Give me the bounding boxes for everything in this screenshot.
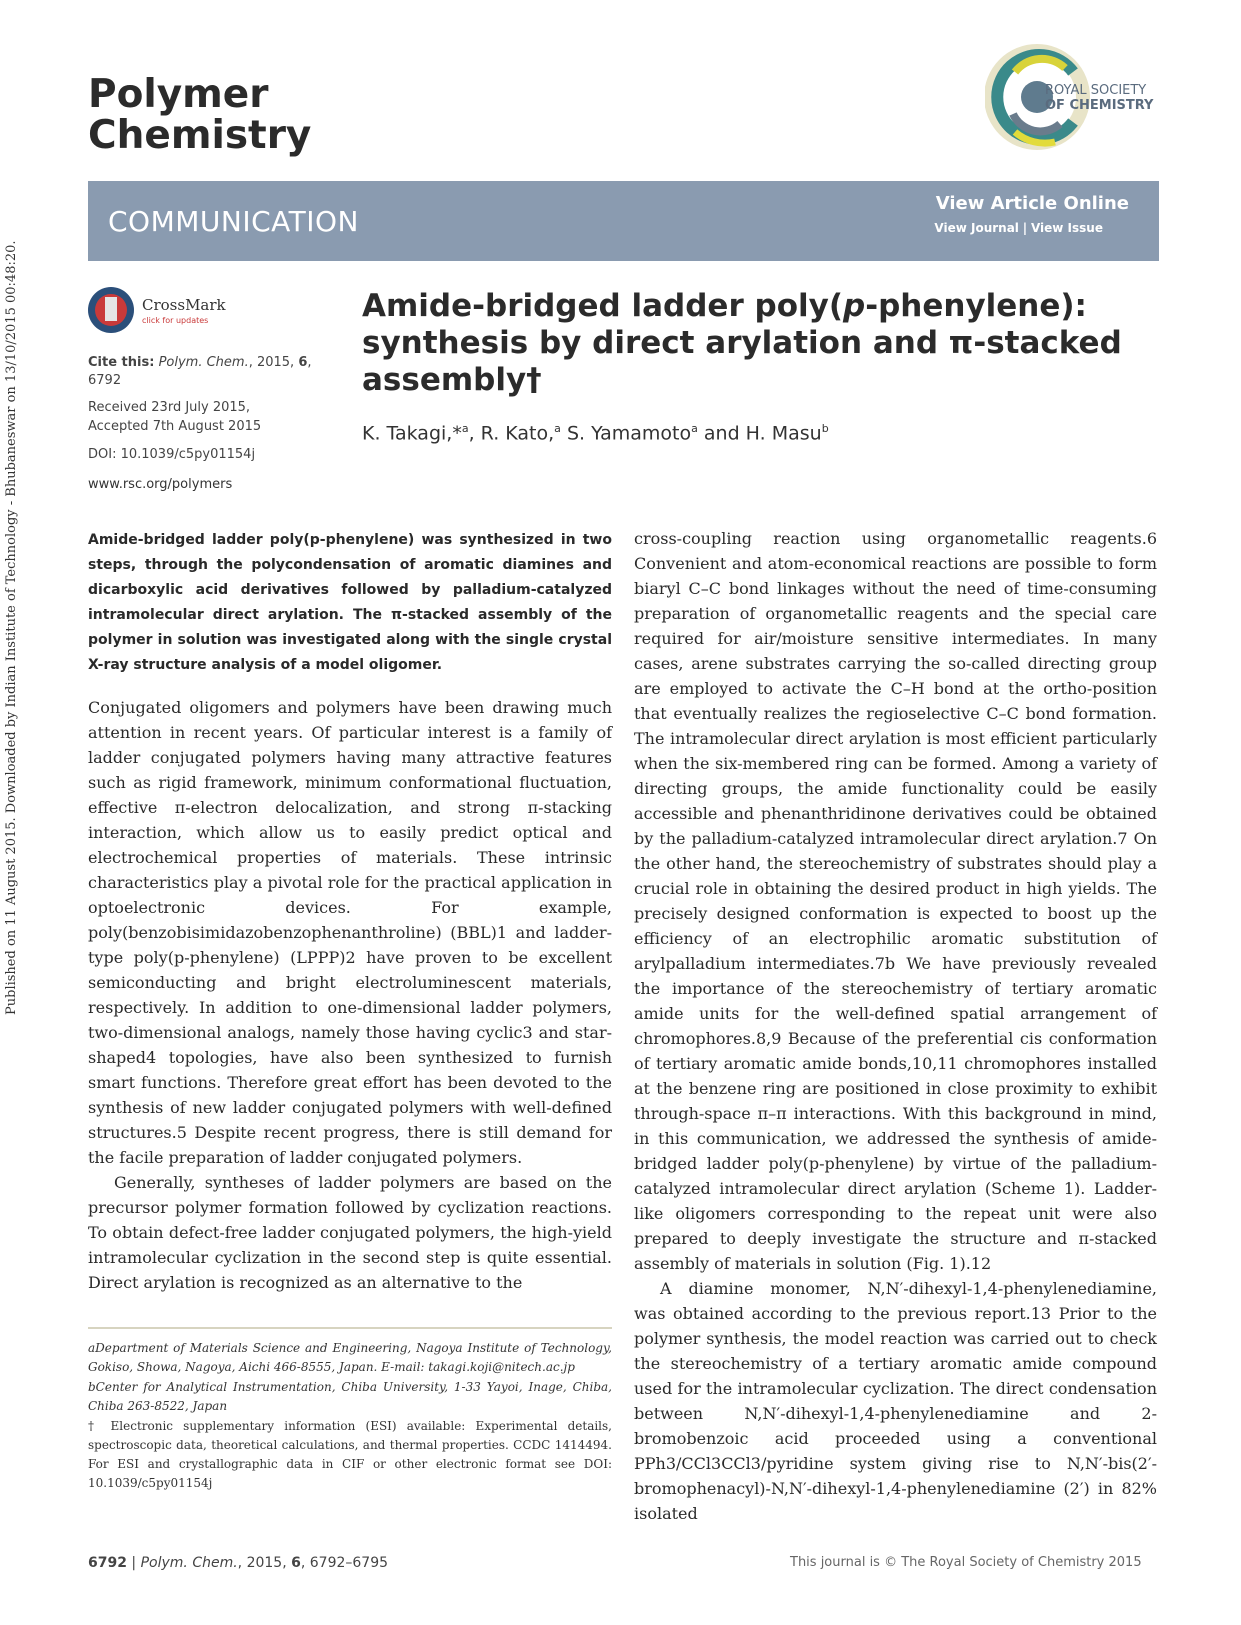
cite-volume: 6 bbox=[298, 355, 308, 370]
article-title-part2: -phenylene): synthesis by direct arylation and π-stacked assembly† bbox=[362, 288, 1122, 398]
banner-links bbox=[934, 221, 1103, 235]
body-paragraph: Conjugated oligomers and polymers have been drawing much attention in recent years. Of particular interest is a family of ladder conjugated polymers having many attractive features such as rigid framework, minimum conformational fluctuation, effective π-electron delocalization, and strong π-stacking interaction, which allow us to easily predict optical and electrochemical properties of materials. These intrinsic characteristics play a pivotal role for the practical application in optoelectronic devices. For example, poly(benzobisimidazobenzophenanthroline) (BBL)1 and ladder-type poly(p-phenylene) (LPPP)2 have proven to be excellent semiconducting and bright electroluminescent materials, respectively. In addition to one-dimensional ladder polymers, two-dimensional analogs, namely those having cyclic3 and star-shaped4 topologies, have also been synthesized to furnish smart functions. Therefore great effort has been devoted to the synthesis of new ladder conjugated polymers with well-defined structures.5 Despite recent progress, there is still demand for the facile preparation of ladder conjugated polymers. bbox=[88, 698, 612, 1167]
footnote-esi: † Electronic supplementary information (ESI) available: Experimental details, spectroscopic data, theoretical calculations, and thermal properties. CCDC 1414494. For ESI and crystallographic data in CIF or other electronic format see DOI: 10.1039/c5py01154j bbox=[88, 1419, 612, 1490]
body-right-column bbox=[634, 526, 1157, 1526]
article-title bbox=[362, 288, 1122, 399]
rsc-wordmark bbox=[1045, 83, 1153, 113]
view-article-online-link[interactable]: View Article Online bbox=[935, 193, 1129, 214]
rsc-wordmark-line1: ROYAL SOCIETY bbox=[1045, 83, 1147, 98]
author-affiliation: b bbox=[821, 422, 829, 435]
cite-year: , 2015, bbox=[248, 355, 299, 370]
download-notice: Published on 11 August 2015. Downloaded by Indian Institute of Technology - Bhubaneswar on 13/10/2015 00:48:20. bbox=[4, 240, 19, 1015]
page-footer-citation bbox=[88, 1555, 388, 1571]
author-affiliation: a bbox=[461, 422, 469, 435]
footer-separator: | bbox=[126, 1555, 141, 1571]
journal-title-line2: Chemistry bbox=[88, 113, 312, 158]
author-name: S. Yamamoto bbox=[560, 422, 692, 445]
abstract: Amide-bridged ladder poly(p-phenylene) was synthesized in two steps, through the polycondensation of aromatic diamines and dicarboxylic acid derivatives followed by palladium-catalyzed intramolecular direct arylation. The π-stacked assembly of the polymer in solution was investigated along with the single crystal X-ray structure analysis of a model oligomer. bbox=[88, 532, 612, 673]
footnote-affiliation-b: bCenter for Analytical Instrumentation, Chiba University, 1-33 Yayoi, Inage, Chiba, Chiba 263-8522, Japan bbox=[88, 1380, 612, 1413]
footer-year: , 2015, bbox=[237, 1555, 292, 1571]
view-issue-link[interactable]: View Issue bbox=[1030, 221, 1103, 235]
journal-title-line1: Polymer bbox=[88, 72, 269, 117]
body-left-column bbox=[88, 695, 612, 1295]
copyright-notice: This journal is © The Royal Society of Chemistry 2015 bbox=[790, 1555, 1142, 1570]
author-list bbox=[362, 422, 829, 444]
footnotes bbox=[88, 1339, 612, 1494]
rsc-wordmark-line2: OF CHEMISTRY bbox=[1045, 98, 1154, 113]
doi[interactable]: DOI: 10.1039/c5py01154j bbox=[88, 447, 256, 462]
footer-volume: 6 bbox=[291, 1555, 301, 1571]
crossmark-button[interactable] bbox=[88, 287, 228, 337]
citation bbox=[88, 354, 318, 390]
article-type-label: COMMUNICATION bbox=[108, 205, 359, 238]
author-affiliation: a bbox=[554, 422, 561, 435]
footnote-divider bbox=[88, 1327, 612, 1329]
article-title-italic: p bbox=[843, 288, 866, 324]
accepted-date: Accepted 7th August 2015 bbox=[88, 419, 262, 434]
view-journal-link[interactable]: View Journal bbox=[934, 221, 1019, 235]
author-affiliation: a bbox=[691, 422, 698, 435]
footer-pages: , 6792–6795 bbox=[300, 1555, 389, 1571]
article-title-part1: Amide-bridged ladder poly( bbox=[362, 288, 844, 324]
page-number: 6792 bbox=[88, 1555, 127, 1571]
body-paragraph: A diamine monomer, N,N′-dihexyl-1,4-phenylenediamine, was obtained according to the previous report.13 Prior to the polymer synthesis, the model reaction was carried out to check the stereochemistry of a tertiary aromatic amide compound used for the intramolecular cyclization. The direct condensation between N,N′-dihexyl-1,4-phenylenediamine and 2-bromobenzoic acid proceeded using a conventional PPh3/CCl3CCl3/pyridine system giving rise to N,N′-bis(2′-bromophenacyl)-N,N′-dihexyl-1,4-phenylenediamine (2′) in 82% isolated bbox=[634, 1279, 1157, 1523]
cite-journal: Polym. Chem. bbox=[158, 355, 249, 370]
footer-journal: Polym. Chem. bbox=[140, 1555, 238, 1571]
journal-title bbox=[88, 74, 311, 156]
body-paragraph: cross-coupling reaction using organometallic reagents.6 Convenient and atom-economical reactions are possible to form biaryl C–C bond linkages without the need of time-consuming preparation of organometallic reagents and the special care required for air/moisture sensitive intermediates. In many cases, arene substrates carrying the so-called directing group are employed to activate the C–H bond at the ortho-position that eventually realizes the regioselective C–C bond formation. The intramolecular direct arylation is most efficient particularly when the six-membered ring can be formed. Among a variety of directing groups, the amide functionality could be easily accessible and phenanthridinone derivatives could be obtained by the palladium-catalyzed intramolecular direct arylation.7 On the other hand, the stereochemistry of substrates should play a crucial role in obtaining the desired product in high yields. The precisely designed conformation is expected to boost up the efficiency of an electrophilic aromatic substitution of arylpalladium intermediates.7b We have previously revealed the importance of the stereochemistry of tertiary aromatic amide units for the well-defined spatial arrangement of chromophores.8,9 Because of the preferential cis conformation of tertiary aromatic amide bonds,10,11 chromophores installed at the benzene ring are positioned in close proximity to exhibit through-space π–π interactions. With this background in mind, in this communication, we addressed the synthesis of amide-bridged ladder poly(p-phenylene) by virtue of the palladium-catalyzed intramolecular direct arylation (Scheme 1). Ladder-like oligomers corresponding to the repeat unit were also prepared to deeply investigate the structure and π-stacked assembly of materials in solution (Fig. 1).12 bbox=[634, 529, 1157, 1273]
crossmark-sublabel: click for updates bbox=[142, 316, 209, 325]
crossmark-ribbon-icon bbox=[105, 297, 117, 321]
author-name: and H. Masu bbox=[697, 422, 822, 445]
journal-url[interactable]: www.rsc.org/polymers bbox=[88, 477, 233, 492]
cite-page: , 6792 bbox=[88, 355, 312, 388]
crossmark-label: CrossMark bbox=[142, 296, 226, 314]
author-name: K. Takagi,* bbox=[362, 422, 462, 445]
received-date: Received 23rd July 2015, bbox=[88, 400, 251, 415]
banner-links-separator: | bbox=[1022, 221, 1028, 235]
author-name: , R. Kato, bbox=[468, 422, 555, 445]
body-paragraph: Generally, syntheses of ladder polymers are based on the precursor polymer formation followed by cyclization reactions. To obtain defect-free ladder conjugated polymers, the high-yield intramolecular cyclization in the second step is quite essential. Direct arylation is recognized as an alternative to the bbox=[88, 1173, 612, 1292]
footnote-affiliation-a: aDepartment of Materials Science and Engineering, Nagoya Institute of Technology, Gokiso, Showa, Nagoya, Aichi 466-8555, Japan. E-mail: takagi.koji@nitech.ac.jp bbox=[88, 1341, 612, 1374]
cite-prefix: Cite this: bbox=[88, 355, 155, 370]
article-type-banner bbox=[88, 181, 1159, 261]
